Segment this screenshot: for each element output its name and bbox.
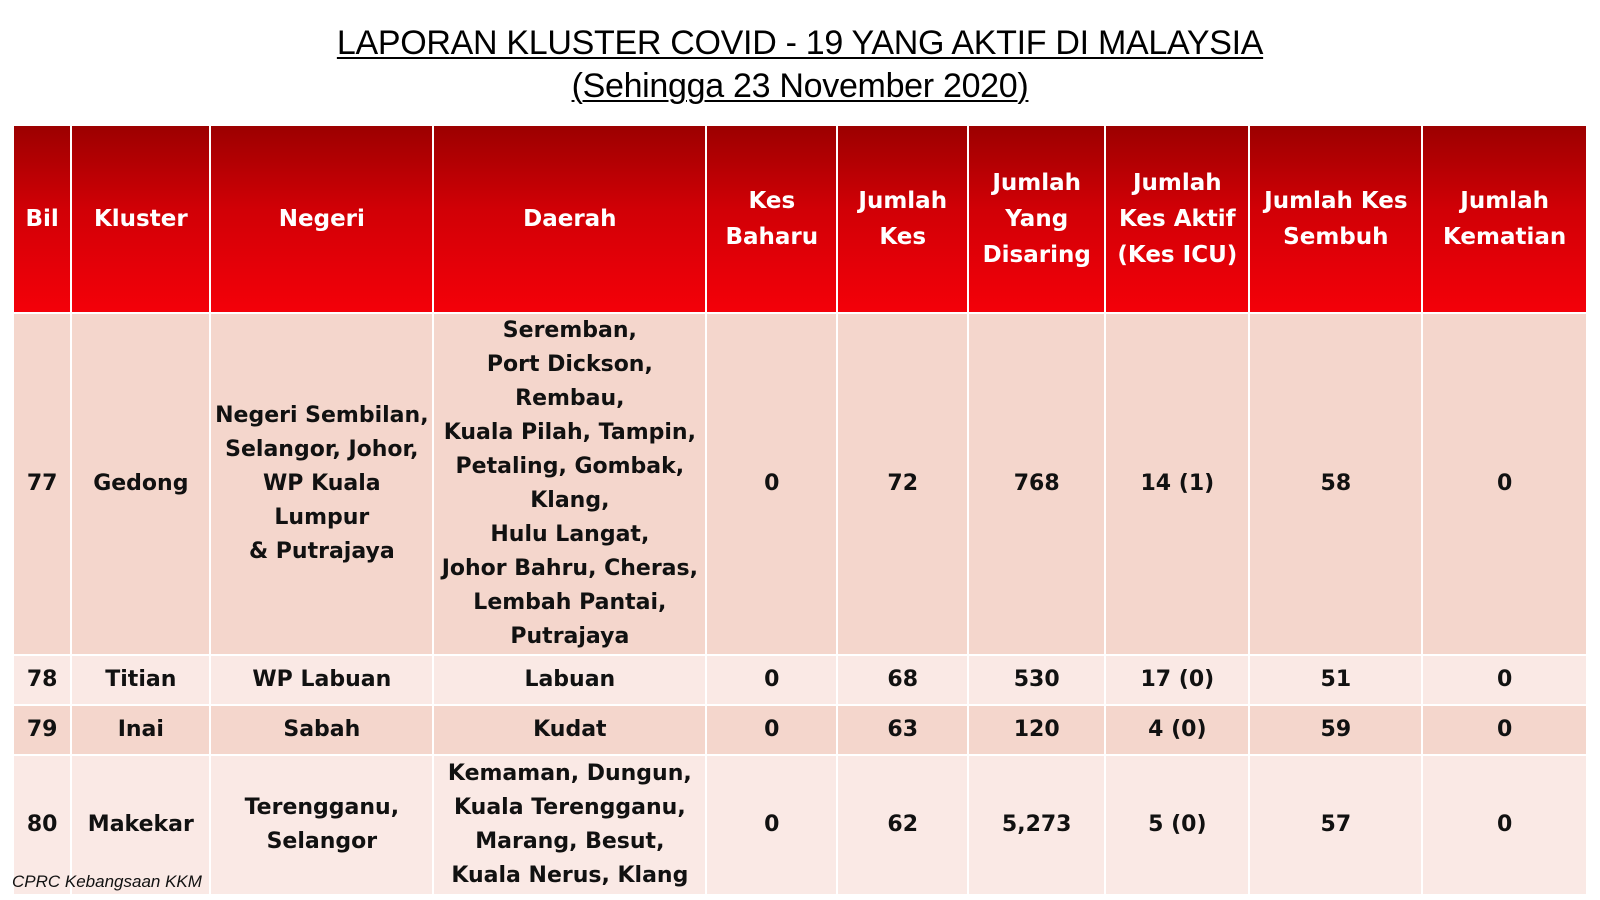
header-kes-aktif: Jumlah Kes Aktif (Kes ICU) bbox=[1105, 125, 1249, 313]
cell-jumlah-kes: 62 bbox=[837, 755, 968, 895]
cell-kematian: 0 bbox=[1422, 705, 1587, 755]
cell-jumlah-disaring: 120 bbox=[968, 705, 1105, 755]
cluster-table bbox=[12, 124, 1588, 896]
table-row bbox=[13, 705, 1587, 755]
cell-kes-aktif: 14 (1) bbox=[1105, 313, 1249, 655]
title-line-2: (Sehingga 23 November 2020) bbox=[571, 67, 1029, 105]
header-kes-sembuh: Jumlah Kes Sembuh bbox=[1249, 125, 1422, 313]
header-kes-baharu: Kes Baharu bbox=[706, 125, 837, 313]
table-row bbox=[13, 655, 1587, 705]
cell-kes-sembuh: 57 bbox=[1249, 755, 1422, 895]
cell-kes-baharu: 0 bbox=[706, 655, 837, 705]
title-line-1: LAPORAN KLUSTER COVID - 19 YANG AKTIF DI MALAYSIA bbox=[336, 24, 1264, 62]
cell-daerah: Kemaman, Dungun, Kuala Terengganu, Marang, Besut, Kuala Nerus, Klang bbox=[433, 755, 706, 895]
cell-jumlah-kes: 68 bbox=[837, 655, 968, 705]
cell-kes-aktif: 4 (0) bbox=[1105, 705, 1249, 755]
cell-negeri: Negeri Sembilan, Selangor, Johor, WP Kuala Lumpur & Putrajaya bbox=[210, 313, 433, 655]
header-daerah: Daerah bbox=[433, 125, 706, 313]
header-jumlah-kes: Jumlah Kes bbox=[837, 125, 968, 313]
cell-jumlah-disaring: 530 bbox=[968, 655, 1105, 705]
cell-bil: 79 bbox=[13, 705, 71, 755]
cell-kes-sembuh: 51 bbox=[1249, 655, 1422, 705]
table-row bbox=[13, 755, 1587, 895]
cell-bil: 77 bbox=[13, 313, 71, 655]
header-jumlah-disaring: Jumlah Yang Disaring bbox=[968, 125, 1105, 313]
table-row bbox=[13, 313, 1587, 655]
header-row bbox=[13, 125, 1587, 313]
cell-kes-baharu: 0 bbox=[706, 755, 837, 895]
cell-kluster: Inai bbox=[71, 705, 210, 755]
cell-kes-aktif: 17 (0) bbox=[1105, 655, 1249, 705]
cell-negeri: WP Labuan bbox=[210, 655, 433, 705]
header-bil: Bil bbox=[13, 125, 71, 313]
cell-negeri: Terengganu, Selangor bbox=[210, 755, 433, 895]
cell-jumlah-disaring: 5,273 bbox=[968, 755, 1105, 895]
source-note: CPRC Kebangsaan KKM bbox=[12, 872, 202, 891]
header-negeri: Negeri bbox=[210, 125, 433, 313]
cell-jumlah-kes: 72 bbox=[837, 313, 968, 655]
cell-bil: 78 bbox=[13, 655, 71, 705]
cell-kluster: Gedong bbox=[71, 313, 210, 655]
cell-kes-baharu: 0 bbox=[706, 313, 837, 655]
cell-kes-baharu: 0 bbox=[706, 705, 837, 755]
cell-bil: 80 bbox=[13, 755, 71, 895]
cell-kematian: 0 bbox=[1422, 655, 1587, 705]
cell-kluster: Makekar bbox=[71, 755, 210, 895]
cell-daerah: Kudat bbox=[433, 705, 706, 755]
cell-kes-aktif: 5 (0) bbox=[1105, 755, 1249, 895]
cell-jumlah-disaring: 768 bbox=[968, 313, 1105, 655]
cell-kluster: Titian bbox=[71, 655, 210, 705]
cell-kes-sembuh: 59 bbox=[1249, 705, 1422, 755]
cell-kes-sembuh: 58 bbox=[1249, 313, 1422, 655]
header-kematian: Jumlah Kematian bbox=[1422, 125, 1587, 313]
cell-daerah: Seremban, Port Dickson, Rembau, Kuala Pilah, Tampin, Petaling, Gombak, Klang, Hulu Langat, Johor Bahru, Cheras, Lembah Pantai, Putrajaya bbox=[433, 313, 706, 655]
report-title bbox=[0, 22, 1600, 108]
cell-negeri: Sabah bbox=[210, 705, 433, 755]
cell-kematian: 0 bbox=[1422, 313, 1587, 655]
cell-daerah: Labuan bbox=[433, 655, 706, 705]
header-kluster: Kluster bbox=[71, 125, 210, 313]
cell-kematian: 0 bbox=[1422, 755, 1587, 895]
cell-jumlah-kes: 63 bbox=[837, 705, 968, 755]
